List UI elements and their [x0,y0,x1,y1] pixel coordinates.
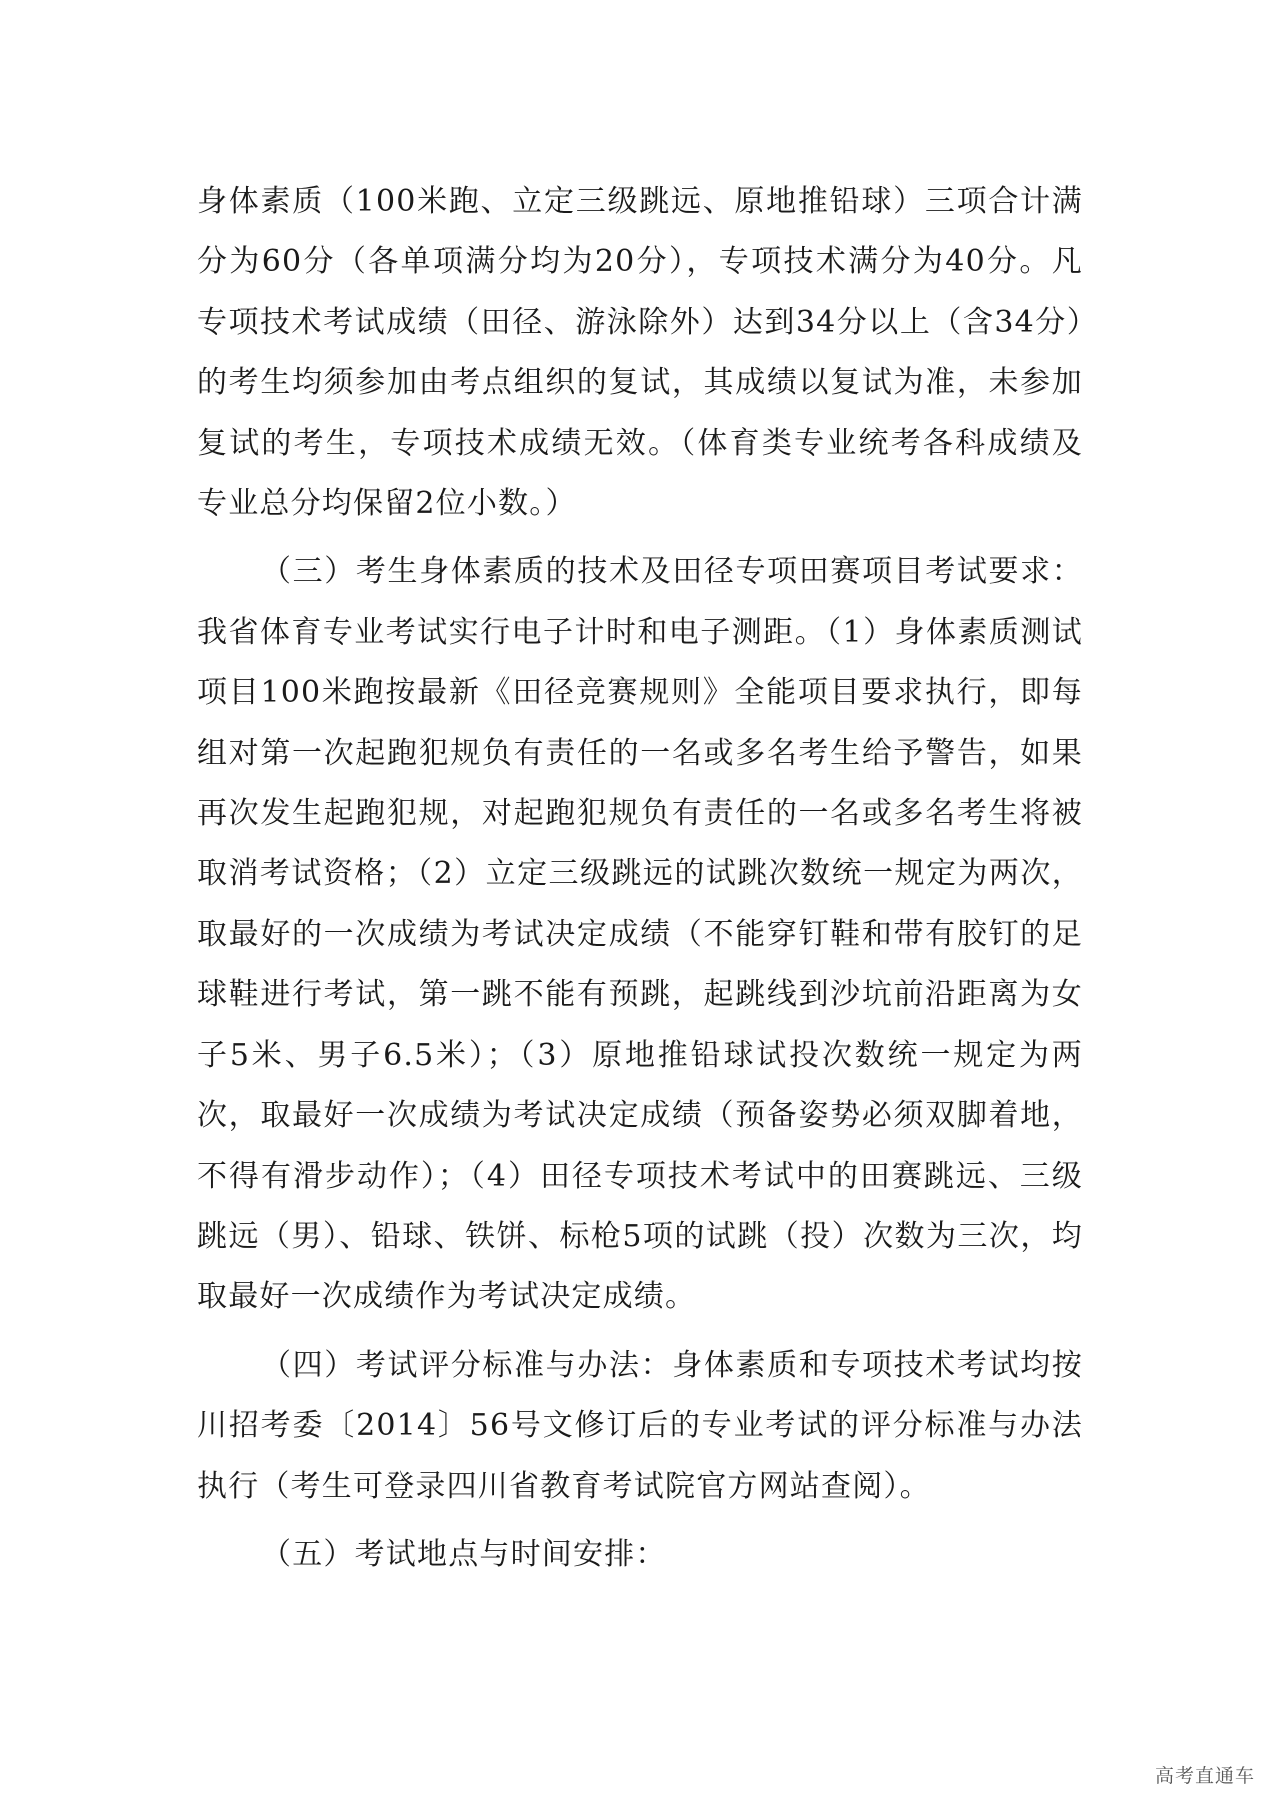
paragraph-section-5: （五）考试地点与时间安排： [261,1536,667,1572]
paragraph-scoring: 身体素质（100米跑、立定三级跳远、原地推铅球）三项合计满分为60分（各单项满分均为20分），专项技术满分为40分。凡专项技术考试成绩（田径、游泳除外）达到34分以上（含34分）的考生均须参加由考点组织的复试，其成绩以复试为准，未参加复试的考生，专项技术成绩无效。（体育类专业统考各科成绩及专业总分均保留2位小数。） [197,184,1083,522]
paragraph-section-3: （三）考生身体素质的技术及田径专项田赛项目考试要求：我省体育专业考试实行电子计时和电子测距。（1）身体素质测试项目100米跑按最新《田径竞赛规则》全能项目要求执行，即每组对第一次起跑犯规负有责任的一名或多名考生给予警告，如果再次发生起跑犯规，对起跑犯规负有责任的一名或多名考生将被取消考试资格；（2）立定三级跳远的试跳次数统一规定为两次，取最好的一次成绩为考试决定成绩（不能穿钉鞋和带有胶钉的足球鞋进行考试，第一跳不能有预跳，起跳线到沙坑前沿距离为女子5米、男子6.5米）；（3）原地推铅球试投次数统一规定为两次，取最好一次成绩为考试决定成绩（预备姿势必须双脚着地，不得有滑步动作）；（4）田径专项技术考试中的田赛跳远、三级跳远（男）、铅球、铁饼、标枪5项的试跳（投）次数为三次，均取最好一次成绩作为考试决定成绩。 [197,554,1083,1315]
paragraph-gap [197,1517,1083,1525]
document-body [197,172,1083,1585]
paragraph-gap [197,1328,1083,1336]
paragraph-section-4: （四）考试评分标准与办法：身体素质和专项技术考试均按川招考委〔2014〕56号文修订后的专业考试的评分标准与办法执行（考生可登录四川省教育考试院官方网站查阅）。 [197,1347,1083,1504]
watermark: 高考直通车 [1154,1765,1255,1787]
paragraph-gap [197,534,1083,542]
